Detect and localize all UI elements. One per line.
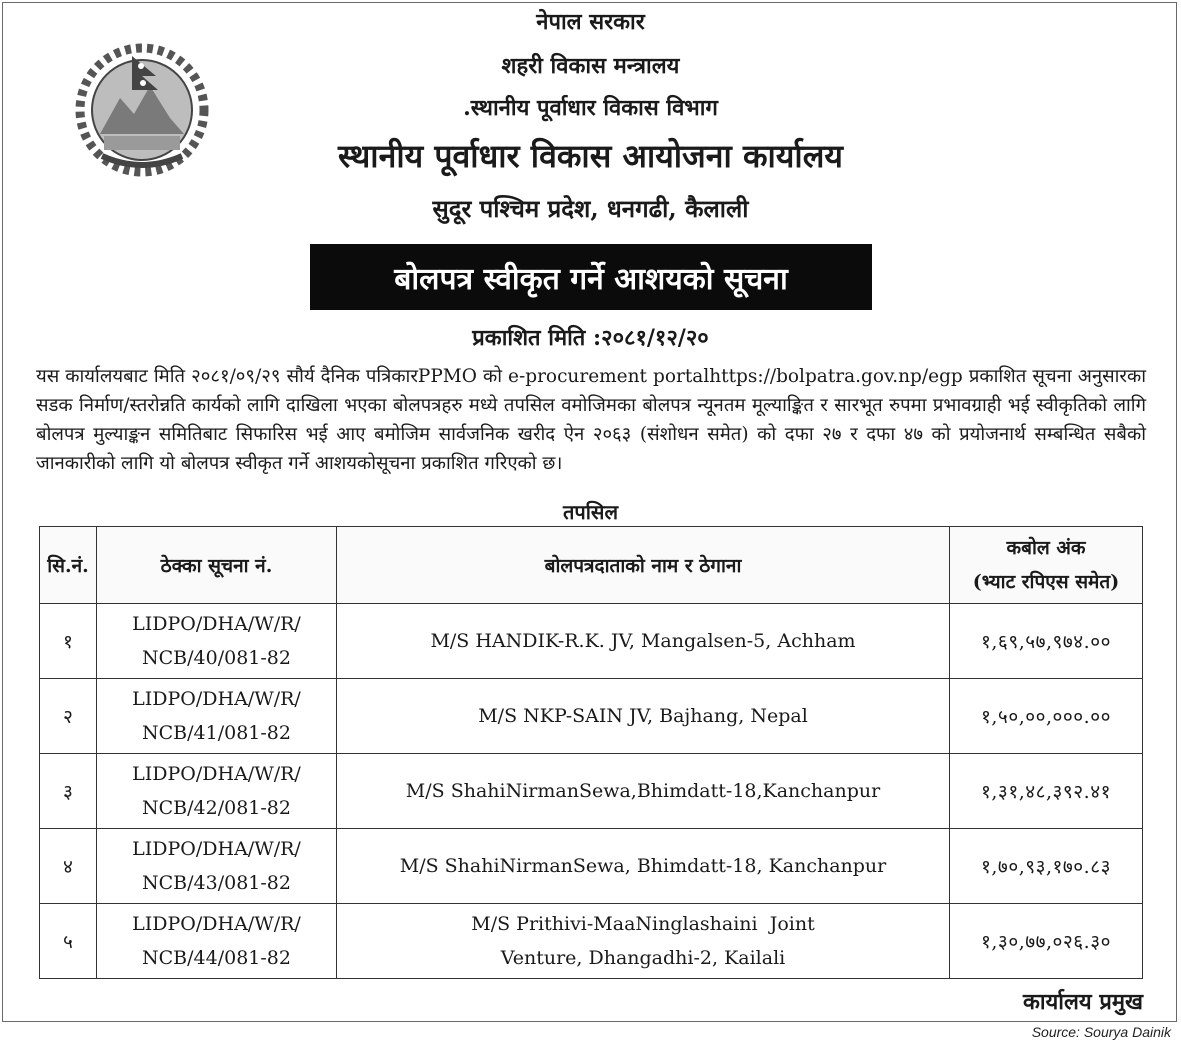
- amount-header-line2: (भ्याट रपिएस समेत): [972, 571, 1120, 593]
- row-sn: १: [40, 604, 97, 679]
- notice-no-line1: LIDPO/DHA/W/R/: [132, 913, 301, 935]
- row-amount: १,६९,५७,९७४.००: [950, 604, 1143, 679]
- table-row: [40, 904, 1143, 979]
- signature-office-head: कार्यालय प्रमुख: [1022, 989, 1143, 1015]
- row-sn: ४: [40, 829, 97, 904]
- row-notice-no: [97, 904, 337, 979]
- table-row: [40, 679, 1143, 754]
- col-header-bidder: बोलपत्रदाताको नाम र ठेगाना: [337, 527, 950, 604]
- row-bidder: [337, 754, 950, 829]
- row-notice-no: [97, 754, 337, 829]
- notice-no-line1: LIDPO/DHA/W/R/: [132, 613, 301, 635]
- notice-title: बोलपत्र स्वीकृत गर्ने आशयको सूचना: [394, 261, 788, 297]
- table-heading: तपसिल: [562, 500, 619, 524]
- source-credit: Source: Sourya Dainik: [1031, 1024, 1171, 1040]
- notice-no-line2: NCB/44/081-82: [142, 947, 291, 969]
- row-amount: १,३१,४८,३९२.४१: [950, 754, 1143, 829]
- table-row: [40, 604, 1143, 679]
- row-bidder: [337, 829, 950, 904]
- row-bidder: [337, 604, 950, 679]
- department-name: .स्थानीय पूर्वाधार विकास विभाग: [463, 95, 718, 121]
- notice-no-line2: NCB/41/081-82: [142, 722, 291, 744]
- notice-no-line1: LIDPO/DHA/W/R/: [132, 838, 301, 860]
- row-amount: १,३०,७७,०२६.३०: [950, 904, 1143, 979]
- row-notice-no: [97, 829, 337, 904]
- bidder-line2: Venture, Dhangadhi-2, Kailali: [500, 947, 786, 969]
- office-address: सुदूर पश्चिम प्रदेश, धनगढी, कैलाली: [432, 194, 749, 223]
- col-header-notice-no: ठेक्का सूचना नं.: [97, 527, 337, 604]
- row-amount: १,७०,९३,१७०.८३: [950, 829, 1143, 904]
- award-table: [39, 526, 1143, 979]
- notice-no-line1: LIDPO/DHA/W/R/: [132, 763, 301, 785]
- row-sn: २: [40, 679, 97, 754]
- notice-no-line1: LIDPO/DHA/W/R/: [132, 688, 301, 710]
- notice-no-line2: NCB/42/081-82: [142, 797, 291, 819]
- notice-no-line2: NCB/43/081-82: [142, 872, 291, 894]
- notice-title-banner: [310, 244, 872, 310]
- row-sn: ३: [40, 754, 97, 829]
- bidder-line1: M/S ShahiNirmanSewa,Bhimdatt-18,Kanchanpur: [405, 780, 881, 802]
- col-header-amount: [950, 527, 1143, 604]
- row-bidder: [337, 904, 950, 979]
- notice-body: यस कार्यालयबाट मिति २०८१/०९/२९ सौर्य दैनिक पत्रिकारPPMO को e-procurement portalhttps://bolpatra.gov.np/egp प्रकाशित सूचना अनुसारका सडक निर्माण/स्तरोन्नति कार्यको लागि दाखिला भएका बोलपत्रहरु मध्ये तपसिल वमोजिमका बोलपत्र न्यूनतम मूल्याङ्कित र सारभूत रुपमा प्रभावग्राही भई स्वीकृतिको लागि बोलपत्र मुल्याङ्कन समितिबाट सिफारिस भई आए बमोजिम सार्वजनिक खरीद ऐन २०६३ (संशोधन समेत) को दफा २७ र दफा ४७ को प्रयोजनार्थ सम्बन्धित सबैको जानकारीको लागि यो बोलपत्र स्वीकृत गर्ने आशयकोसूचना प्रकाशित गरिएको छ।: [36, 366, 1146, 474]
- published-date: प्रकाशित मिति :२०८१/१२/२०: [472, 325, 709, 351]
- notice-no-line2: NCB/40/081-82: [142, 647, 291, 669]
- bidder-line1: M/S Prithivi-MaaNinglashaini Joint: [471, 913, 815, 935]
- govt-name: नेपाल सरकार: [536, 9, 645, 35]
- row-notice-no: [97, 679, 337, 754]
- table-row: [40, 754, 1143, 829]
- row-amount: १,५०,००,०००.००: [950, 679, 1143, 754]
- ministry-name: शहरी विकास मन्त्रालय: [501, 53, 680, 79]
- row-bidder: [337, 679, 950, 754]
- table-header-row: [40, 527, 1143, 604]
- amount-header-line1: कबोल अंक: [1006, 537, 1086, 559]
- table-row: [40, 829, 1143, 904]
- row-sn: ५: [40, 904, 97, 979]
- row-notice-no: [97, 604, 337, 679]
- office-name: स्थानीय पूर्वाधार विकास आयोजना कार्यालय: [338, 137, 843, 175]
- bidder-line1: M/S NKP-SAIN JV, Bajhang, Nepal: [478, 705, 808, 727]
- bidder-line1: M/S HANDIK-R.K. JV, Mangalsen-5, Achham: [430, 630, 856, 652]
- bidder-line1: M/S ShahiNirmanSewa, Bhimdatt-18, Kanchanpur: [399, 855, 887, 877]
- col-header-sn: सि.नं.: [40, 527, 97, 604]
